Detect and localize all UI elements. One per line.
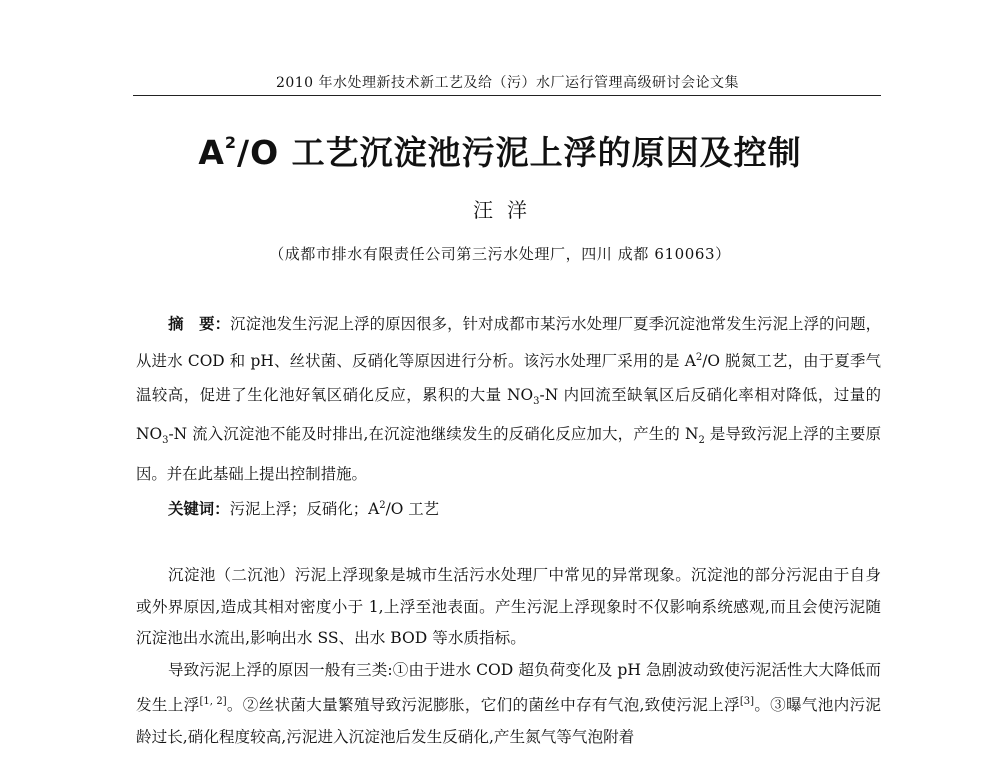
paragraph-2-text-b: 。②丝状菌大量繁殖导致污泥膨胀，它们的菌丝中存有气泡,致使污泥上浮 (226, 696, 740, 714)
affiliation: （成都市排水有限责任公司第三污水处理厂，四川 成都 610063） (269, 245, 731, 263)
keywords-text-b: /O 工艺 (385, 500, 440, 519)
title-prefix: A (198, 133, 225, 172)
abstract (136, 308, 881, 491)
running-header: 2010 年水处理新技术新工艺及给（污）水厂运行管理高级研讨会论文集 (275, 75, 740, 91)
body-text (136, 560, 881, 753)
keywords-text-a: 污泥上浮；反硝化；A (229, 500, 380, 519)
header-rule (133, 95, 881, 96)
abstract-text-2: /O 脱氮工艺，由于夏季气温较高，促进了生化池好氧区硝化反应，累积的大量 NO (136, 352, 881, 404)
paper-title (0, 127, 1000, 174)
citation-2: [3] (739, 696, 755, 707)
abstract-sub-1: 3 (533, 396, 540, 408)
title-suffix: /O 工艺沉淀池污泥上浮的原因及控制 (237, 133, 802, 172)
abstract-text-1: 沉淀池发生污泥上浮的原因很多，针对成都市某污水处理厂夏季沉淀池常发生污泥上浮的问题，从进水 COD 和 pH、丝状菌、反硝化等原因进行分析。该污水处理厂采用的是 A (136, 315, 881, 371)
author-name: 汪洋 (473, 198, 541, 222)
keywords-sup: 2 (379, 500, 386, 511)
abstract-sub-3: 2 (698, 435, 705, 447)
title-superscript: 2 (224, 133, 238, 152)
keywords (168, 491, 880, 524)
abstract-sup-1: 2 (695, 352, 703, 364)
paragraph-2-text-c: 。③曝气池内污泥龄过长,硝化程度较高,污泥进入沉淀池后发生反硝化,产生氮气等气泡附着 (136, 696, 881, 746)
abstract-text-3: -N 内回流至缺氧区后反硝化率相对降低，过量的 NO (136, 385, 882, 444)
paragraph-1: 沉淀池（二沉池）污泥上浮现象是城市生活污水处理厂中常见的异常现象。沉淀池的部分污泥由于自身或外界原因,造成其相对密度小于 1,上浮至池表面。产生污泥上浮现象时不仅影响系统感观,而且会使污泥随沉淀池出水流出,影响出水 SS、出水 BOD 等水质指标。 (136, 566, 881, 647)
abstract-text-4: -N 流入沉淀池不能及时排出,在沉淀池继续发生的反硝化反应加大，产生的 N (168, 425, 699, 444)
citation-1: [1, 2] (199, 696, 227, 707)
abstract-text-5: 是导致污泥上浮的主要原因。并在此基础上提出控制措施。 (136, 425, 881, 483)
paragraph-2 (136, 655, 881, 754)
paragraph-2-text-a: 导致污泥上浮的原因一般有三类:①由于进水 COD 超负荷变化及 pH 急剧波动致使污泥活性大大降低而发生上浮 (136, 660, 881, 714)
abstract-sub-2: 3 (162, 435, 169, 447)
abstract-label: 摘 要： (168, 315, 231, 333)
keywords-label: 关键词： (168, 500, 230, 519)
